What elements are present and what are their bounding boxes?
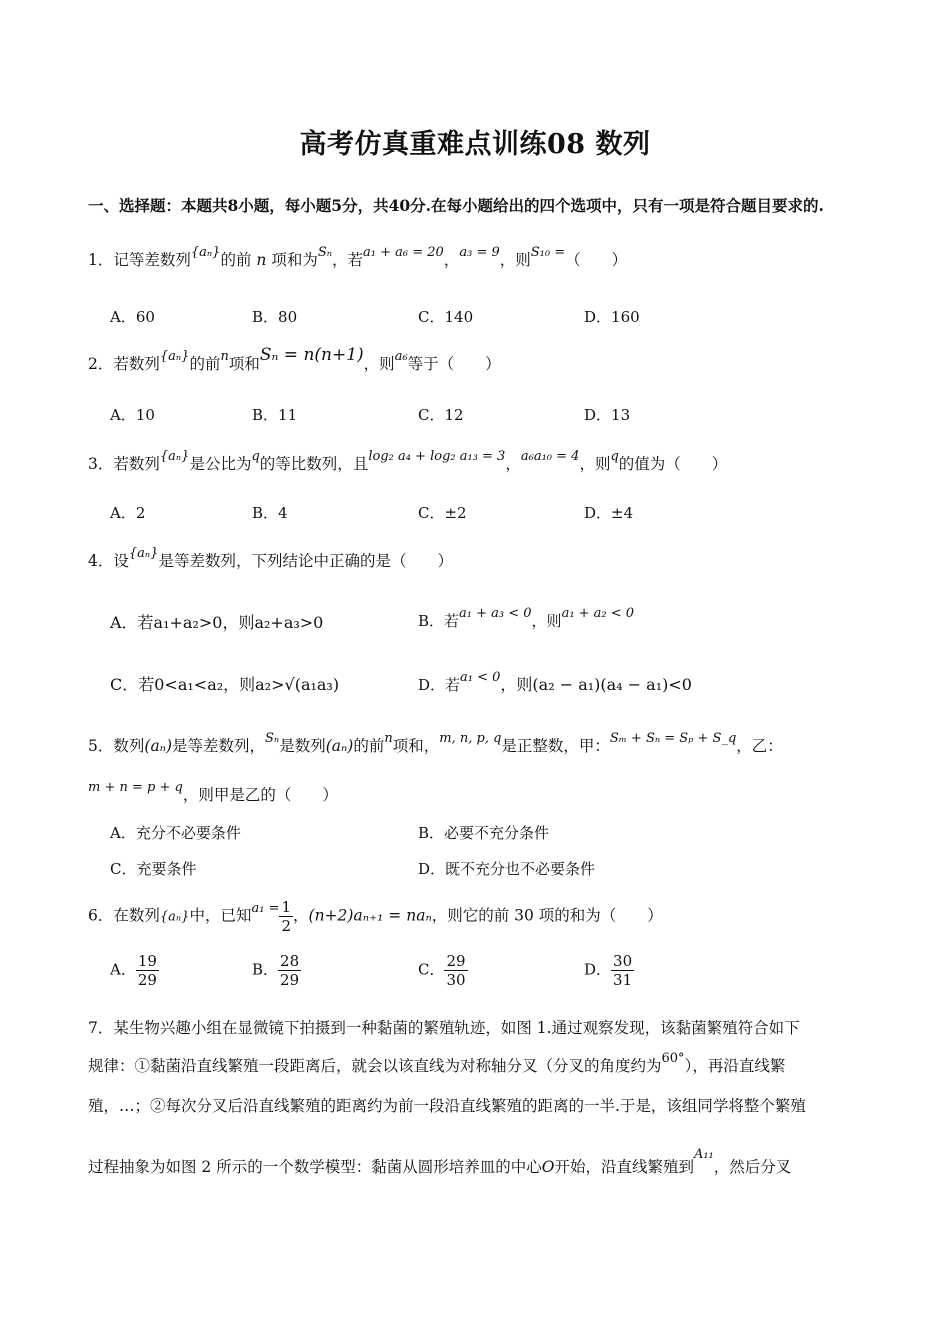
question-4 bbox=[88, 546, 453, 571]
q4-text: 是等差数列，下列结论中正确的是（ ） bbox=[158, 552, 453, 570]
point-o: O bbox=[541, 1158, 555, 1176]
numerator: 30 bbox=[613, 952, 633, 970]
question-5 bbox=[88, 731, 783, 756]
q3-text: 是公比为 bbox=[189, 455, 252, 473]
q3-text: 的等比数列，且 bbox=[259, 455, 369, 473]
q4-option-b-text: B．若 bbox=[418, 612, 460, 630]
q2-ask: a₆ bbox=[394, 349, 408, 364]
q1-text: （ ） bbox=[565, 251, 628, 269]
q4-option-d-text: D．若 bbox=[418, 676, 461, 694]
q5-text: ，则甲是乙的（ ） bbox=[182, 786, 338, 804]
q4-option-a: A．若a₁+a₂>0，则a₂+a₃>0 bbox=[110, 613, 324, 632]
q1-text: ，则 bbox=[499, 251, 531, 269]
denominator: 29 bbox=[137, 971, 157, 989]
q6-recurrence: (n+2)aₙ₊₁ = naₙ bbox=[308, 906, 432, 925]
q2-option-c: C．12 bbox=[418, 406, 464, 424]
var-q: q bbox=[251, 449, 260, 464]
denominator: 29 bbox=[280, 971, 300, 989]
question-number: 6． bbox=[88, 906, 114, 925]
numerator: 19 bbox=[137, 952, 157, 970]
q6-option-d bbox=[584, 952, 634, 989]
seq-an: {aₙ} bbox=[159, 349, 190, 364]
var-n: n bbox=[256, 251, 267, 269]
q6-text: ，则它的前 30 项的和为（ ） bbox=[431, 906, 663, 925]
q5-option-b: B．必要不充分条件 bbox=[418, 824, 550, 842]
q6-a1: a₁ = bbox=[251, 900, 280, 916]
fraction-one-half bbox=[279, 898, 293, 935]
seq-an: {aₙ} bbox=[190, 245, 221, 260]
var-q: q bbox=[610, 449, 619, 464]
q6-text: 中，已知 bbox=[189, 906, 252, 925]
question-7-line-4 bbox=[88, 1147, 792, 1177]
q3-condition-2: a₆a₁₀ = 4 bbox=[520, 449, 580, 464]
q6-text: ， bbox=[293, 906, 309, 925]
q1-ask: S₁₀ = bbox=[530, 245, 566, 260]
q7-text: 过程抽象为如图 2 所示的一个数学模型：黏菌从圆形培养皿的中心 bbox=[88, 1158, 542, 1176]
q2-text: 项和 bbox=[228, 355, 260, 373]
page-title: 高考仿真重难点训练08 数列 bbox=[299, 129, 651, 160]
q1-text: ， bbox=[443, 251, 460, 269]
q3-text: ，则 bbox=[579, 455, 611, 473]
q4-option-b bbox=[418, 606, 635, 631]
q7-text: 规律：①黏菌沿直线繁殖一段距离后，就会以该直线为对称轴分叉（分叉的角度约为 bbox=[88, 1057, 662, 1075]
option-label: A． bbox=[110, 960, 136, 979]
denominator: 30 bbox=[446, 971, 466, 989]
question-6 bbox=[88, 898, 663, 935]
q2-text: 等于（ ） bbox=[407, 355, 501, 373]
q7-text: ），再沿直线繁 bbox=[684, 1057, 786, 1075]
section-heading: 一、选择题：本题共8小题，每小题5分，共40分.在每小题给出的四个选项中，只有一项是符合题目要求的. bbox=[88, 196, 824, 215]
q6-option-a bbox=[110, 952, 159, 989]
q5-text: 是正整数，甲： bbox=[501, 737, 610, 755]
q5-condition-a: Sₘ + Sₙ = Sₚ + S_q bbox=[609, 731, 737, 746]
q4-option-b-cond: a₁ + a₃ < 0 bbox=[459, 606, 532, 621]
q5-text: ，乙： bbox=[736, 737, 783, 755]
seq-an: (aₙ) bbox=[144, 737, 173, 755]
seq-an: {aₙ} bbox=[128, 546, 159, 561]
question-2 bbox=[88, 345, 501, 374]
option-fraction bbox=[278, 952, 301, 989]
option-fraction bbox=[444, 952, 467, 989]
var-n: n bbox=[220, 349, 229, 364]
option-label: D． bbox=[584, 960, 612, 979]
q6-option-b bbox=[252, 952, 301, 989]
q1-text: 项和为 bbox=[271, 251, 318, 269]
option-fraction bbox=[611, 952, 634, 989]
q5-vars: m, n, p, q bbox=[439, 731, 502, 746]
q1-option-a: A．60 bbox=[110, 308, 155, 326]
q5-option-c: C．充要条件 bbox=[110, 860, 197, 878]
q1-text: 记等差数列 bbox=[113, 251, 191, 269]
q1-option-c: C．140 bbox=[418, 308, 474, 326]
q3-text: 的值为（ ） bbox=[618, 455, 728, 473]
q5-text: 是数列 bbox=[279, 737, 326, 755]
q2-option-d: D．13 bbox=[584, 406, 631, 424]
q2-option-a: A．10 bbox=[110, 406, 155, 424]
q7-text: 开始，沿直线繁殖到 bbox=[554, 1158, 694, 1176]
q5-text: 数列 bbox=[113, 737, 145, 755]
question-1 bbox=[88, 245, 628, 270]
q4-option-c: C．若0<a₁<a₂，则a₂>√(a₁a₃) bbox=[110, 675, 340, 694]
q5-option-a: A．充分不必要条件 bbox=[110, 824, 241, 842]
q1-text: 的前 bbox=[220, 251, 252, 269]
q1-condition-2: a₃ = 9 bbox=[459, 245, 500, 260]
question-5-cont bbox=[88, 780, 338, 805]
q6-text: 在数列 bbox=[113, 906, 160, 925]
q4-option-d-result: ，则(a₂ − a₁)(a₄ − a₁)<0 bbox=[500, 675, 692, 694]
q5-text: 的前 bbox=[353, 737, 385, 755]
q3-option-c: C．±2 bbox=[418, 504, 467, 522]
q3-condition-1: log₂ a₄ + log₂ a₁₃ = 3 bbox=[368, 449, 506, 464]
q5-option-d: D．既不充分也不必要条件 bbox=[418, 860, 596, 878]
option-label: C． bbox=[418, 960, 445, 979]
option-fraction bbox=[136, 952, 159, 989]
var-n: n bbox=[384, 731, 393, 746]
point-a11: A₁₁ bbox=[693, 1147, 714, 1162]
q4-option-d-cond: a₁ < 0 bbox=[460, 670, 501, 685]
sum-sn: Sₙ bbox=[265, 731, 280, 746]
q3-option-b: B．4 bbox=[252, 504, 288, 522]
question-7-line-3: 殖，…；②每次分叉后沿直线繁殖的距离约为前一段沿直线繁殖的距离的一半.于是，该组同学将整个繁殖 bbox=[88, 1097, 806, 1115]
seq-an: {aₙ} bbox=[159, 909, 190, 925]
q1-text: ，若 bbox=[332, 251, 364, 269]
numerator: 1 bbox=[281, 898, 292, 916]
q5-condition-b: m + n = p + q bbox=[88, 780, 183, 795]
question-number: 2． bbox=[88, 355, 114, 373]
q3-text: ， bbox=[505, 455, 521, 473]
seq-an: (aₙ) bbox=[325, 737, 354, 755]
q3-option-d: D．±4 bbox=[584, 504, 634, 522]
question-3 bbox=[88, 449, 728, 474]
question-number: 4． bbox=[88, 552, 114, 570]
question-number: 3． bbox=[88, 455, 114, 473]
q3-option-a: A．2 bbox=[110, 504, 146, 522]
q2-text: ，则 bbox=[363, 355, 395, 373]
q4-option-b-result: a₁ + a₂ < 0 bbox=[561, 606, 635, 621]
q6-option-c bbox=[418, 952, 468, 989]
q2-option-b: B．11 bbox=[252, 406, 298, 424]
question-7-line-2 bbox=[88, 1051, 786, 1076]
question-number: 1． bbox=[88, 251, 114, 269]
q1-option-d: D．160 bbox=[584, 308, 640, 326]
denominator: 31 bbox=[613, 971, 633, 989]
numerator: 28 bbox=[280, 952, 300, 970]
q4-option-b-text: ，则 bbox=[531, 612, 562, 630]
question-number: 5． bbox=[88, 737, 114, 755]
q4-text: 设 bbox=[113, 552, 129, 570]
q1-option-b: B．80 bbox=[252, 308, 298, 326]
question-7-line-1: 7．某生物兴趣小组在显微镜下拍摄到一种黏菌的繁殖轨迹，如图 1.通过观察发现，该黏菌繁殖符合如下 bbox=[88, 1019, 800, 1037]
q5-text: 项和， bbox=[392, 737, 440, 755]
seq-an: {aₙ} bbox=[159, 449, 190, 464]
q5-text: 是等差数列， bbox=[172, 737, 266, 755]
q1-condition-1: a₁ + a₆ = 20 bbox=[363, 245, 444, 260]
q2-text: 的前 bbox=[189, 355, 221, 373]
q4-option-d bbox=[418, 672, 692, 695]
q2-text: 若数列 bbox=[113, 355, 160, 373]
denominator: 2 bbox=[281, 917, 292, 935]
q7-text: ，然后分叉 bbox=[713, 1158, 792, 1176]
q7-angle: 60° bbox=[661, 1051, 685, 1066]
q3-text: 若数列 bbox=[113, 455, 160, 473]
option-label: B． bbox=[252, 960, 279, 979]
numerator: 29 bbox=[446, 952, 466, 970]
q2-formula: Sₙ = n(n+1) bbox=[259, 345, 364, 365]
sum-sn: Sₙ bbox=[317, 245, 333, 260]
